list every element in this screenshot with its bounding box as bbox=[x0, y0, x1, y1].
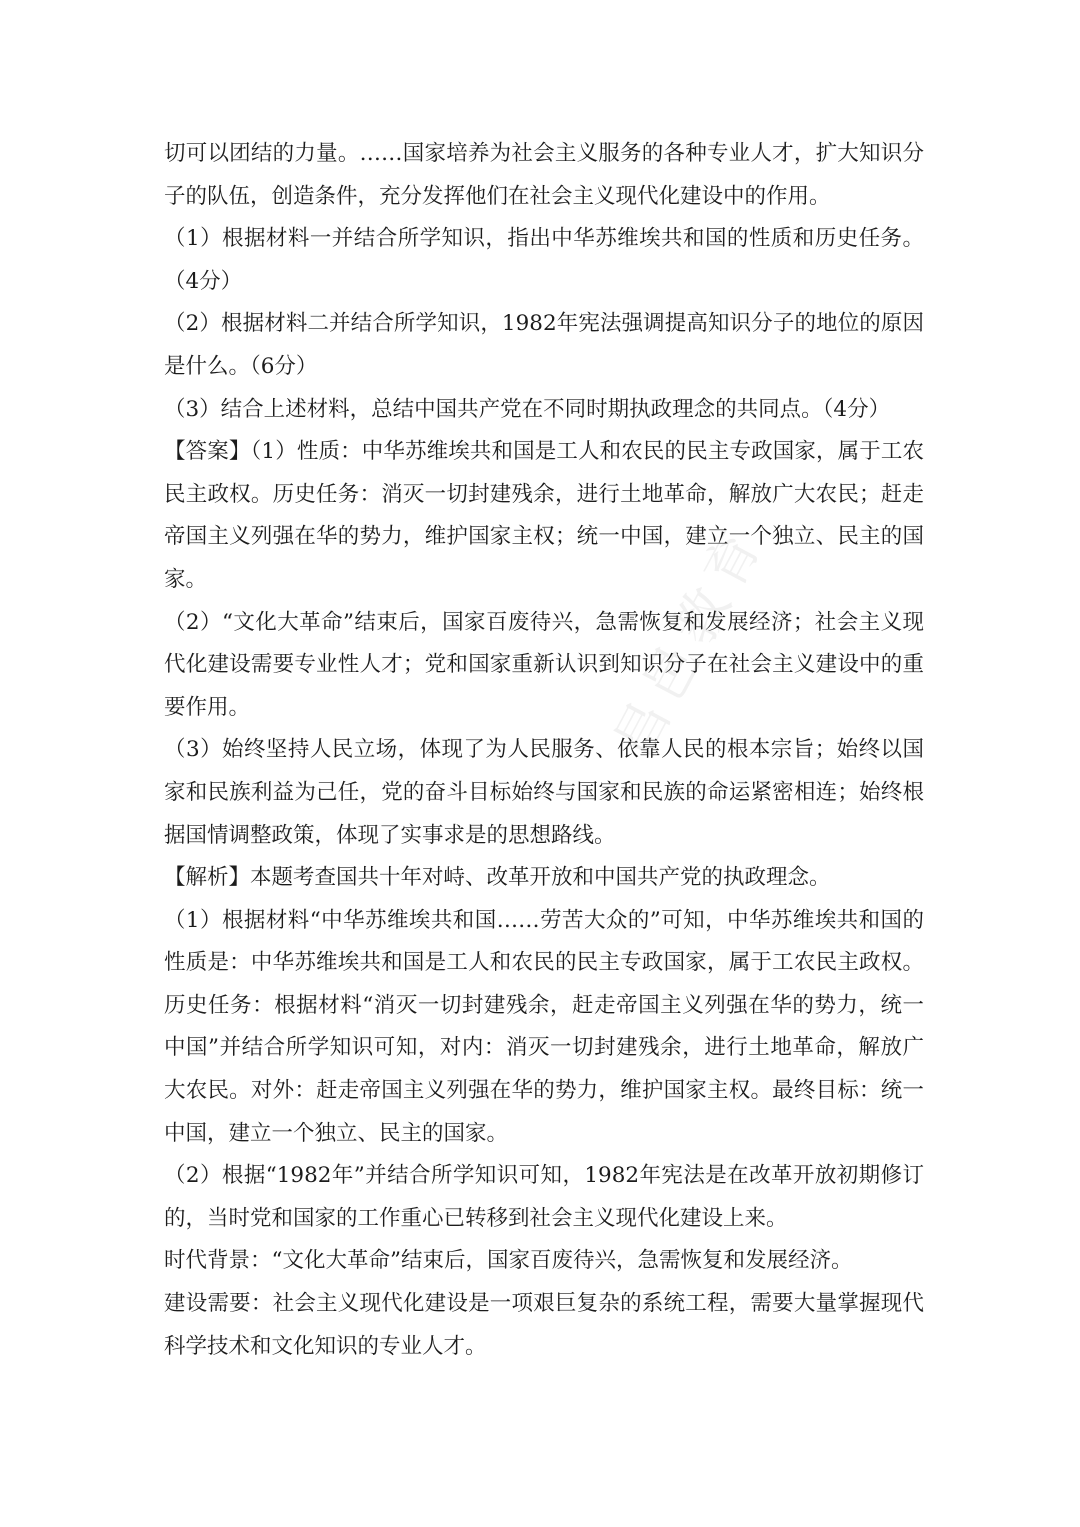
question-1-paragraph: （1）根据材料一并结合所学知识，指出中华苏维埃共和国的性质和历史任务。（4分） bbox=[164, 226, 924, 294]
era-background-paragraph: 时代背景：“文化大革命”结束后，国家百废待兴，急需恢复和发展经济。 bbox=[164, 1248, 853, 1274]
question-2-paragraph: （2）根据材料二并结合所学知识，1982年宪法强调提高知识分子的地位的原因是什么。（6分） bbox=[164, 311, 924, 379]
watermark-text: 昌邑教育 bbox=[601, 512, 778, 768]
analysis-intro-paragraph: 【解析】本题考查国共十年对峙、改革开放和中国共产党的执政理念。 bbox=[164, 865, 831, 891]
construction-needs-paragraph: 建设需要：社会主义现代化建设是一项艰巨复杂的系统工程，需要大量掌握现代科学技术和文化知识的专业人才。 bbox=[164, 1291, 924, 1359]
answer-1-paragraph: 【答案】（1）性质：中华苏维埃共和国是工人和农民的民主专政国家，属于工农民主政权。历史任务：消灭一切封建残余，进行土地革命，解放广大农民；赶走帝国主义列强在华的势力，维护国家主权；统一中国，建立一个独立、民主的国家。 bbox=[164, 439, 924, 592]
answer-2-paragraph: （2）“文化大革命”结束后，国家百废待兴，急需恢复和发展经济；社会主义现代化建设需要专业性人才；党和国家重新认识到知识分子在社会主义建设中的重要作用。 bbox=[164, 609, 924, 720]
document-body bbox=[164, 133, 924, 1368]
question-3-paragraph: （3）结合上述材料，总结中国共产党在不同时期执政理念的共同点。（4分） bbox=[164, 396, 891, 422]
analysis-1-paragraph: （1）根据材料“中华苏维埃共和国……劳苦大众的”可知，中华苏维埃共和国的性质是：中华苏维埃共和国是工人和农民的民主专政国家，属于工农民主政权。历史任务：根据材料“消灭一切封建残余，赶走帝国主义列强在华的势力，统一中国”并结合所学知识可知，对内：消灭一切封建残余，进行土地革命，解放广大农民。对外：赶走帝国主义列强在华的势力，维护国家主权。最终目标：统一中国，建立一个独立、民主的国家。 bbox=[164, 907, 924, 1146]
analysis-2-paragraph: （2）根据“1982年”并结合所学知识可知，1982年宪法是在改革开放初期修订的，当时党和国家的工作重心已转移到社会主义现代化建设上来。 bbox=[164, 1163, 924, 1231]
material-continuation-paragraph: 切可以团结的力量。……国家培养为社会主义服务的各种专业人才，扩大知识分子的队伍，创造条件，充分发挥他们在社会主义现代化建设中的作用。 bbox=[164, 141, 924, 209]
answer-3-paragraph: （3）始终坚持人民立场，体现了为人民服务、依靠人民的根本宗旨；始终以国家和民族利益为己任，党的奋斗目标始终与国家和民族的命运紧密相连；始终根据国情调整政策，体现了实事求是的思想路线。 bbox=[164, 737, 924, 848]
